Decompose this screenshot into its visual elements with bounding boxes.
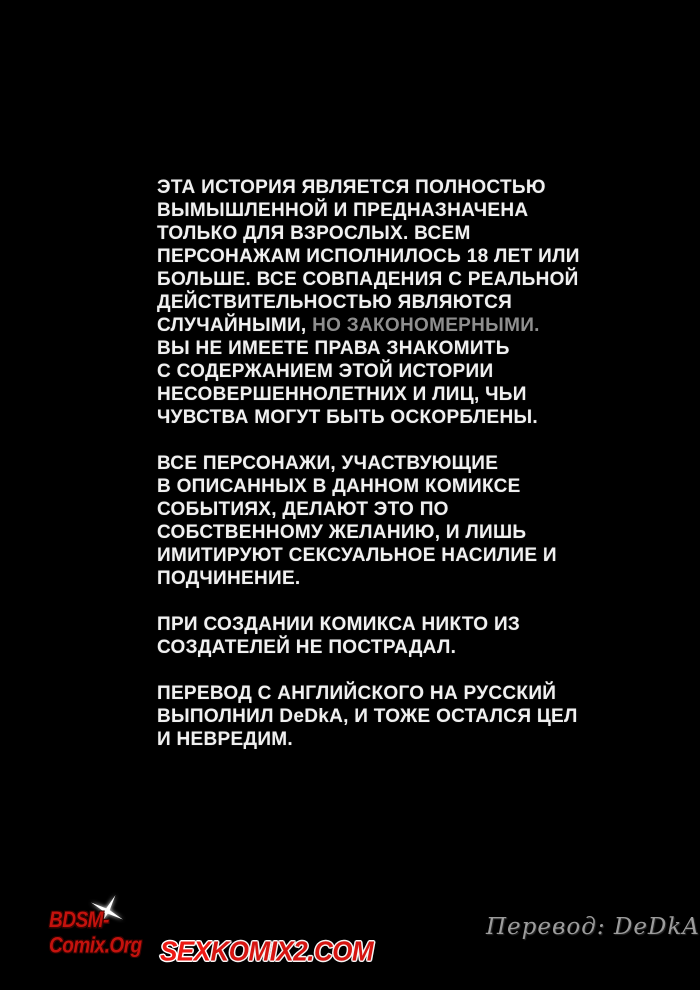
translator-credit: Перевод: DeDkA [486,914,700,940]
disclaimer-line: ВЫМЫШЛЕННОЙ И ПРЕДНАЗНАЧЕНА [157,200,529,221]
disclaimer-paragraph-3 [157,613,617,659]
disclaimer-line: СОБСТВЕННОМУ ЖЕЛАНИЮ, И ЛИШЬ [157,522,527,543]
sexkomix-logo-part1: SEX [160,935,211,967]
disclaimer-line: СОБЫТИЯХ, ДЕЛАЮТ ЭТО ПО [157,499,449,520]
disclaimer-line: ТОЛЬКО ДЛЯ ВЗРОСЛЫХ. ВСЕМ [157,223,471,244]
disclaimer-paragraph-4 [157,682,617,751]
sexkomix-watermark [160,935,373,968]
disclaimer-line: С СОДЕРЖАНИЕМ ЭТОЙ ИСТОРИИ [157,361,494,382]
disclaimer-line: ДЕЙСТВИТЕЛЬНОСТЬЮ ЯВЛЯЮТСЯ [157,292,513,313]
mixed-line-gray-part: НО ЗАКОНОМЕРНЫМИ. [306,315,540,336]
disclaimer-line: ПЕРСОНАЖАМ ИСПОЛНИЛОСЬ 18 ЛЕТ ИЛИ [157,246,580,267]
disclaimer-line: В ОПИСАННЫХ В ДАННОМ КОМИКСЕ [157,476,521,497]
disclaimer-line: ВЫ НЕ ИМЕЕТЕ ПРАВА ЗНАКОМИТЬ [157,338,510,359]
disclaimer-paragraph-2 [157,452,617,590]
disclaimer-line: БОЛЬШЕ. ВСЕ СОВПАДЕНИЯ С РЕАЛЬНОЙ [157,269,579,290]
disclaimer-line: ПРИ СОЗДАНИИ КОМИКСА НИКТО ИЗ [157,614,521,635]
disclaimer-line: И НЕВРЕДИМ. [157,729,293,750]
disclaimer-line: ПЕРЕВОД С АНГЛИЙСКОГО НА РУССКИЙ [157,683,557,704]
disclaimer-text-block [157,176,617,751]
disclaimer-line: ВЫПОЛНИЛ DeDkA, И ТОЖЕ ОСТАЛСЯ ЦЕЛ [157,706,578,727]
disclaimer-line: ВСЕ ПЕРСОНАЖИ, УЧАСТВУЮЩИЕ [157,453,499,474]
disclaimer-line: ЭТА ИСТОРИЯ ЯВЛЯЕТСЯ ПОЛНОСТЬЮ [157,177,546,198]
mixed-line-white-part: СЛУЧАЙНЫМИ, [157,315,307,336]
disclaimer-paragraph-1 [157,176,617,429]
disclaimer-line: ПОДЧИНЕНИЕ. [157,568,301,589]
disclaimer-line-mixed [157,314,617,337]
bdsm-comix-logo-text: BDSM-Comix.Org [49,908,142,959]
disclaimer-line: НЕСОВЕРШЕННОЛЕТНИХ И ЛИЦ, ЧЬИ [157,384,527,405]
disclaimer-line: СОЗДАТЕЛЕЙ НЕ ПОСТРАДАЛ. [157,637,457,658]
disclaimer-line: ЧУВСТВА МОГУТ БЫТЬ ОСКОРБЛЕНЫ. [157,407,539,428]
disclaimer-line: ИМИТИРУЮТ СЕКСУАЛЬНОЕ НАСИЛИЕ И [157,545,557,566]
sexkomix-logo-part2: KOMIX2.COM [210,935,374,967]
